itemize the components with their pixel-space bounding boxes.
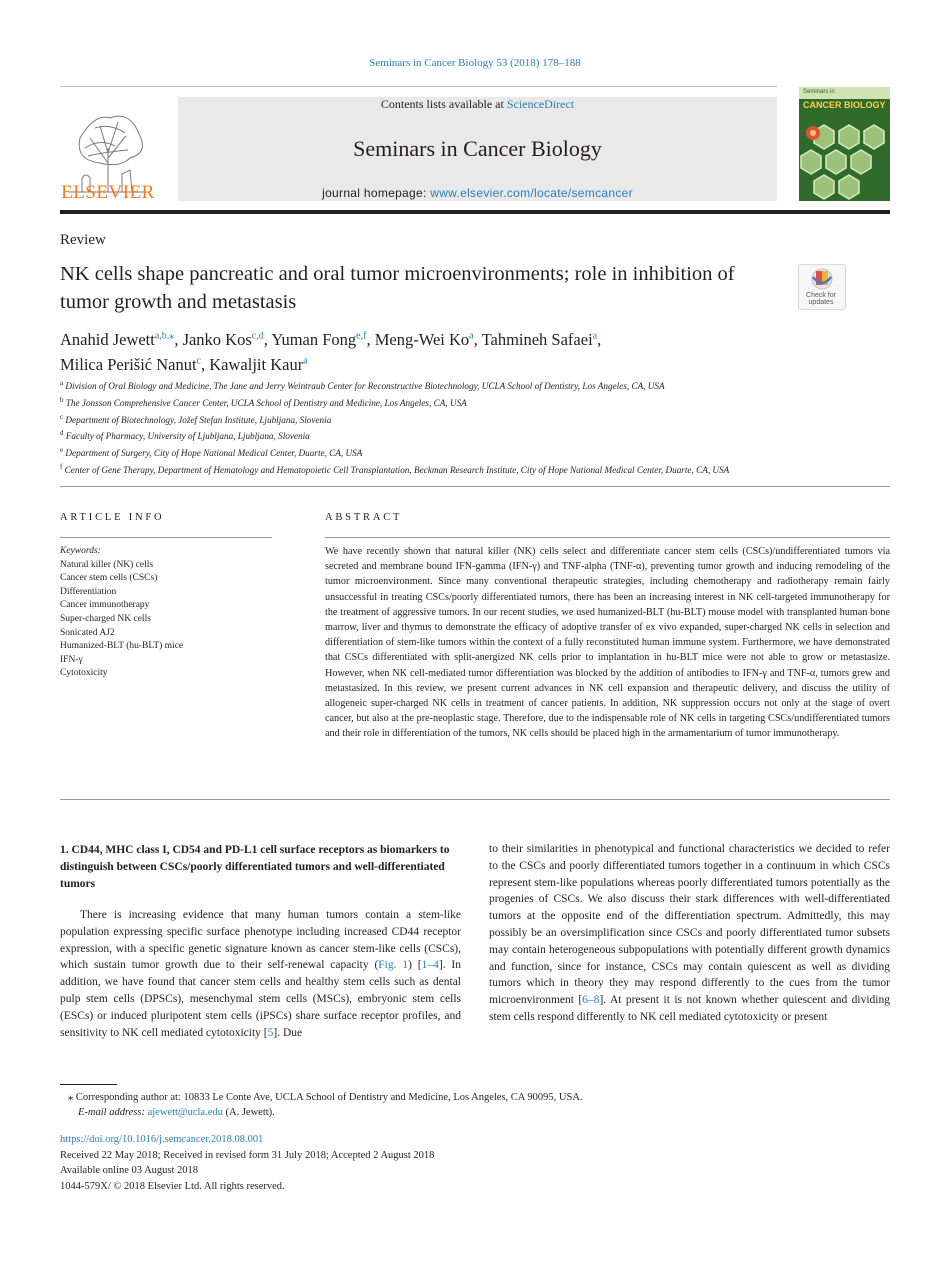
affiliation-list: [60, 377, 800, 478]
received-dates: Received 22 May 2018; Received in revised form 31 July 2018; Accepted 2 August 2018: [60, 1149, 435, 1161]
online-date: Available online 03 August 2018: [60, 1165, 199, 1177]
author[interactable]: Milica Perišić Nanut$^c$,: [60, 355, 210, 374]
journal-title: Seminars in Cancer Biology: [353, 136, 602, 161]
contents-prefix: Contents lists available at: [380, 97, 507, 111]
publication-info: [60, 1132, 860, 1194]
footnote-divider: [60, 1084, 117, 1085]
author[interactable]: Tahmineh Safaei$^a$,: [481, 329, 602, 349]
section-heading: 1. CD44, MHC class I, CD54 and PD-L1 cell surface receptors as biomarkers to distinguish between CSCs/poorly differentiated tumors and well-differentiated tumors: [60, 844, 450, 890]
author[interactable]: Anahid Jewett$^{a,b,⁎}$,: [60, 329, 183, 349]
author[interactable]: Kawaljit Kaur$^a$: [209, 355, 308, 374]
keyword: IFN-γ: [60, 654, 83, 665]
keyword: Cancer stem cells (CSCs): [60, 573, 158, 584]
article-title: NK cells shape pancreatic and oral tumor microenvironments; role in inhibition of tumor growth and metastasis: [60, 263, 735, 313]
check-for-updates-label: Check for updates: [806, 292, 836, 306]
keyword: Super-charged NK cells: [60, 613, 151, 624]
affiliation: $^a$ Division of Oral Biology and Medicine, The Jane and Jerry Weintraub Center for Reconstructive Biotechnology, UCLA School of Dentistry, Los Angeles, CA, USA: [60, 379, 665, 392]
header-divider: [60, 86, 777, 87]
journal-cover-image[interactable]: [799, 87, 890, 201]
crossmark-icon: [799, 265, 845, 293]
sciencedirect-link[interactable]: ScienceDirect: [506, 97, 575, 111]
divider: [60, 537, 272, 538]
footnote: [60, 1090, 860, 1120]
figure-link[interactable]: Fig. 1: [378, 959, 409, 972]
affiliation: $^c$ Department of Biotechnology, Jožef Stefan Institute, Ljubljana, Slovenia: [60, 412, 332, 425]
article-type: Review: [60, 232, 106, 248]
keyword: Natural killer (NK) cells: [60, 559, 154, 570]
header-thick-rule: [60, 210, 890, 214]
keywords-label: Keywords:: [60, 546, 101, 556]
affiliation: $^e$ Department of Surgery, City of Hope National Medical Center, Duarte, CA, USA: [60, 446, 363, 459]
reference-link[interactable]: 5: [267, 1026, 274, 1039]
homepage-link[interactable]: www.elsevier.com/locate/semcancer: [430, 186, 633, 200]
journal-reference-link[interactable]: Seminars in Cancer Biology 53 (2018) 178–188: [369, 57, 581, 69]
body-paragraph-left: There is increasing evidence that many human tumors contain a stem-like population expressing specific surface phenotype including increased CD44 receptor expression, with a specific genetic signature known as cancer stem-like cells (CSCs), which sustain tumor growth due to their self-renewal capacity (Fig. 1) [1–4]. In addition, we have found that cancer stem cells and healthy stem cells such as dental pulp stem cells (DPSCs), mesenchymal stem cells (MSCs), embryonic stem cells (ESCs) or induced pluripotent stem cells (iPSCs) share surface receptor profiles, and sensitivity to NK cell mediated cytotoxicity [5]. Due: [60, 909, 461, 1039]
email-line: E-mail address: ajewett@ucla.edu (A. Jewett).: [78, 1107, 275, 1118]
keyword: Cytotoxicity: [60, 668, 108, 679]
author[interactable]: Meng-Wei Ko$^a$,: [374, 329, 482, 349]
publisher-name: ELSEVIER: [61, 182, 155, 203]
copyright: 1044-579X/ © 2018 Elsevier Ltd. All rights reserved.: [60, 1180, 285, 1192]
reference-link[interactable]: 1–4: [421, 959, 439, 972]
cover-title: CANCER BIOLOGY: [803, 100, 886, 110]
abstract-body: We have recently shown that natural killer (NK) cells select and differentiate cancer stem cells (CSCs)/undifferentiated tumors via secreted and membrane bound IFN-gamma (IFN-γ) and TNF-alpha (TNF-α), preventing tumor growth and inducing remodeling of the tumor microenvironment. Since many conventional therapeutic strategies, including chemotherapy and radiotherapy remain fairly unsuccessful in treating CSCs/poorly differentiated tumors, there has been an increasing interest in NK cell-targeted immunotherapy for the treatment of aggressive tumors. In our recent studies, we used humanized-BLT (hu-BLT) mouse model with transplanted human bone marrow, liver and thymus to demonstrate the efficacy of adoptive transfer of ex vivo expanded, super-charged NK cells in selection and differentiation of stem-like tumors within the context of a fully reconstituted human immune system. Furthermore, we have demonstrated that CSCs differentiated with split-anergized NK cells prior to implantation in hu-BLT mice were not able to grow or metastasize. However, when NK cell-mediated tumor differentiation was blocked by the addition of antibodies to IFN-γ and TNF-α, tumors grew and metastasized. In this review, we present current advances in NK cell expansion and therapeutic delivery, and discuss the utility of allogeneic super-charged NK cells in treatment of cancer patients. In addition, NK suppression occurs not only at the stage of overt cancer, but also at the pre-neoplastic stage. Therefore, due to the indispensable role of NK cells in targeting CSCs/undifferentiated tumors and their role in differentiation of the tumors, NK cells should be placed high in the armamentarium of tumor immunotherapy.: [325, 546, 890, 740]
corresponding-author-note: ⁎ Corresponding author at: 10833 Le Conte Ave, UCLA School of Dentistry and Medicine, Los Angeles, CA 90095, USA.: [68, 1092, 583, 1103]
keyword: Differentiation: [60, 586, 117, 597]
email-link[interactable]: ajewett@ucla.edu: [147, 1107, 223, 1118]
article-info-heading: ARTICLE INFO: [60, 512, 165, 523]
reference-link[interactable]: 6–8: [582, 994, 600, 1007]
divider: [60, 486, 890, 487]
homepage-prefix: journal homepage:: [322, 186, 431, 200]
affiliation: $^f$ Center of Gene Therapy, Department of Hematology and Hematopoietic Cell Transplantation, Beckman Research Institute, City of Hope National Medical Center, Duarte, CA, USA: [60, 462, 730, 475]
author[interactable]: Janko Kos$^{c,d}$,: [182, 329, 272, 349]
divider: [325, 537, 890, 538]
abstract-heading: ABSTRACT: [325, 512, 403, 523]
cover-small-text: Seminars in: [803, 89, 835, 95]
author-list: [60, 325, 820, 376]
keyword: Humanized-BLT (hu-BLT) mice: [60, 641, 184, 652]
body-paragraph-right: to their similarities in phenotypical and functional characteristics we decided to refer to the CSCs and poorly differentiated tumors together in a continuum in which CSCs represent stem-like populations whereas poorly differentiated tumors potentially as the progenies of CSCs. We also discuss their stark differences with well-differentiated tumors at the opposite end of the differentiation spectrum. Admittedly, this may possibly be an oversimplification since CSCs and poorly differentiated tumor subsets may contain heterogeneous subpopulations with potentially different growth dynamics and function, since for instance, CSCs may contain quiescent as well as dividing tumors which in theory they may respond differently to the cues from the tumor microenvironment [6–8]. At present it is not known whether quiescent and dividing stem cells respond differently to NK cell mediated cytotoxicity or present: [489, 843, 891, 1023]
doi-link[interactable]: https://doi.org/10.1016/j.semcancer.2018.08.001: [60, 1134, 264, 1145]
affiliation: $^b$ The Jonsson Comprehensive Cancer Center, UCLA School of Dentistry and Medicine, Los Angeles, CA, USA: [60, 395, 467, 408]
cover-hexagon-art-icon: [799, 121, 890, 201]
keyword: Sonicated AJ2: [60, 627, 115, 638]
contents-line: [178, 97, 777, 112]
author[interactable]: Yuman Fong$^{e,f}$,: [271, 329, 375, 349]
homepage-line: [178, 186, 777, 200]
keyword-list: [60, 545, 272, 681]
keyword: Cancer immunotherapy: [60, 600, 150, 611]
affiliation: $^d$ Faculty of Pharmacy, University of Ljubljana, Ljubljana, Slovenia: [60, 429, 310, 442]
divider: [60, 799, 890, 800]
